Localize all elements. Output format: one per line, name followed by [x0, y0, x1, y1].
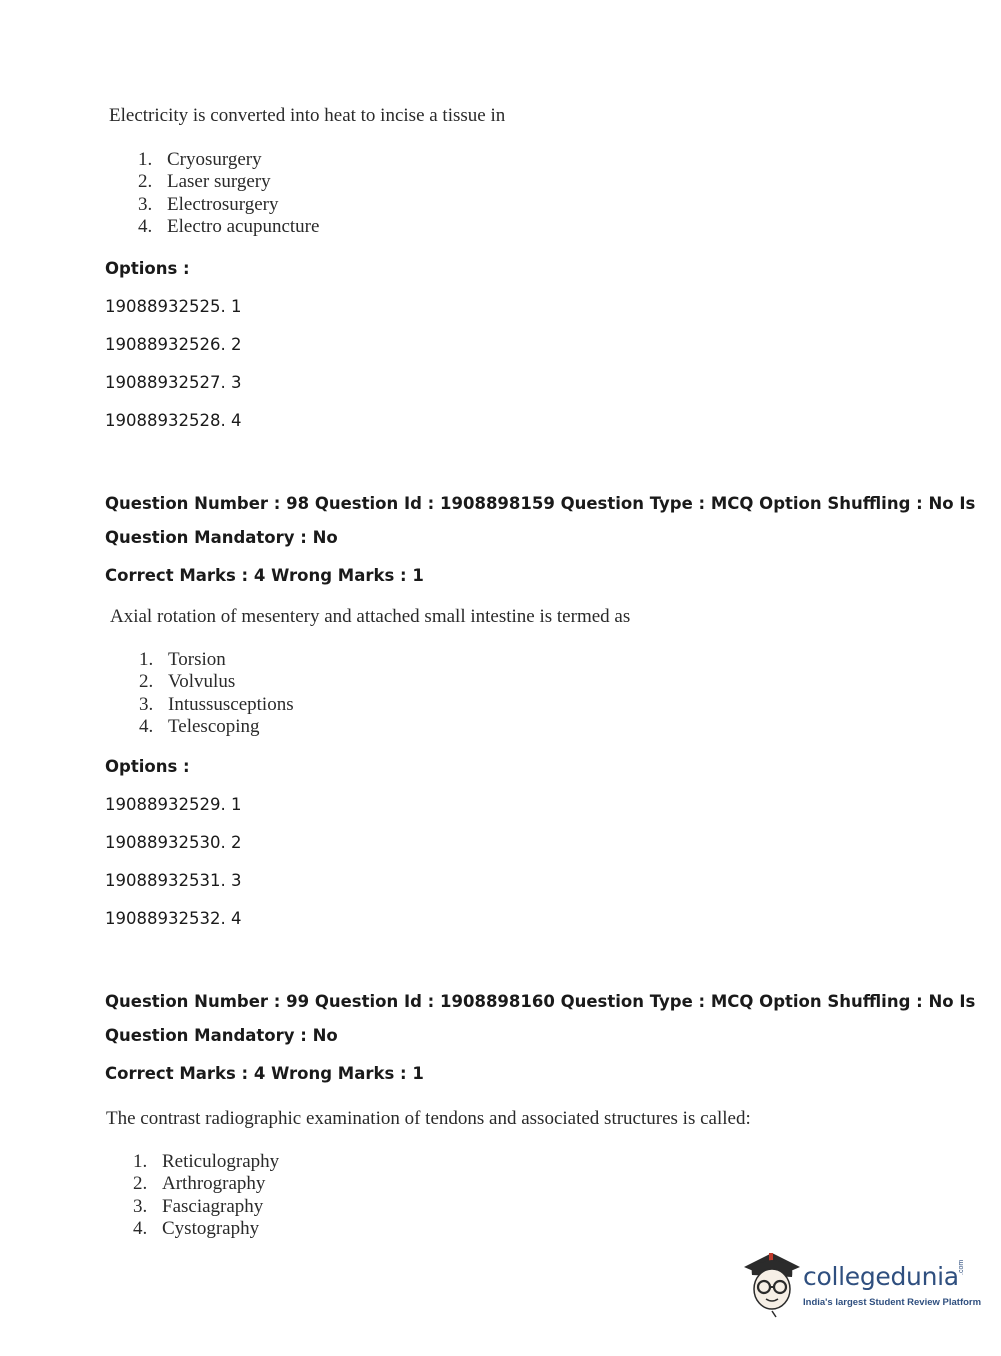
choice-item: [138, 149, 319, 171]
choice-number: 3.: [138, 193, 153, 215]
option-id: 19088932529. 1: [105, 795, 242, 814]
watermark-brand: collegedunia: [803, 1262, 959, 1291]
choice-number: 2.: [133, 1173, 148, 1195]
option-id: 19088932526. 2: [105, 335, 242, 354]
choice-number: 4.: [138, 215, 153, 237]
choice-number: 2.: [139, 671, 154, 693]
choice-item: [139, 694, 294, 716]
choice-text: Laser surgery: [167, 171, 271, 193]
question-mandatory: Question Mandatory : No: [105, 528, 338, 547]
choice-text: Volvulus: [168, 671, 236, 693]
option-id: 19088932532. 4: [105, 909, 242, 928]
option-id: 19088932528. 4: [105, 411, 242, 430]
watermark-tagline: India's largest Student Review Platform: [803, 1297, 982, 1308]
choice-number: 1.: [139, 649, 154, 670]
question-header: Question Number : 99 Question Id : 1908898160 Question Type : MCQ Option Shuffling : No Is: [105, 992, 976, 1011]
choice-text: Fasciagraphy: [162, 1195, 264, 1217]
choice-item: [133, 1173, 279, 1195]
choice-number: 1.: [138, 149, 153, 170]
mascot-logo-icon: [742, 1249, 804, 1321]
question-text: Axial rotation of mesentery and attached small intestine is termed as: [110, 606, 631, 627]
question-text: The contrast radiographic examination of tendons and associated structures is called:: [106, 1108, 751, 1129]
choice-text: Electro acupuncture: [167, 215, 320, 237]
choice-text: Torsion: [168, 649, 226, 670]
choice-number: 2.: [138, 171, 153, 193]
choice-number: 1.: [133, 1151, 148, 1172]
choice-number: 4.: [139, 715, 154, 737]
question-text: Electricity is converted into heat to incise a tissue in: [109, 105, 506, 126]
choice-list: [133, 1151, 279, 1240]
choice-text: Arthrography: [162, 1173, 266, 1195]
choice-number: 3.: [139, 693, 154, 715]
question-header: Question Number : 98 Question Id : 1908898159 Question Type : MCQ Option Shuffling : No Is: [105, 494, 976, 513]
choice-item: [138, 194, 319, 216]
choice-item: [139, 671, 294, 693]
choice-item: [138, 171, 319, 193]
choice-item: [133, 1218, 279, 1240]
choice-text: Cryosurgery: [167, 149, 262, 170]
option-id: 19088932525. 1: [105, 297, 242, 316]
choice-text: Electrosurgery: [167, 193, 279, 215]
options-label: Options :: [105, 259, 190, 278]
choice-text: Intussusceptions: [168, 693, 294, 715]
choice-item: [133, 1151, 279, 1173]
options-label: Options :: [105, 757, 190, 776]
choice-text: Telescoping: [168, 715, 260, 737]
choice-item: [133, 1196, 279, 1218]
choice-list: [139, 649, 294, 738]
choice-number: 4.: [133, 1217, 148, 1239]
choice-text: Reticulography: [162, 1151, 280, 1172]
watermark-dotcom: .com: [958, 1259, 965, 1275]
option-id: 19088932531. 3: [105, 871, 242, 890]
choice-item: [138, 216, 319, 238]
question-mandatory: Question Mandatory : No: [105, 1026, 338, 1045]
question-marks: Correct Marks : 4 Wrong Marks : 1: [105, 566, 424, 585]
choice-item: [139, 649, 294, 671]
choice-item: [139, 716, 294, 738]
choice-text: Cystography: [162, 1217, 260, 1239]
choice-list: [138, 149, 319, 238]
choice-number: 3.: [133, 1195, 148, 1217]
option-id: 19088932527. 3: [105, 373, 242, 392]
question-marks: Correct Marks : 4 Wrong Marks : 1: [105, 1064, 424, 1083]
option-id: 19088932530. 2: [105, 833, 242, 852]
